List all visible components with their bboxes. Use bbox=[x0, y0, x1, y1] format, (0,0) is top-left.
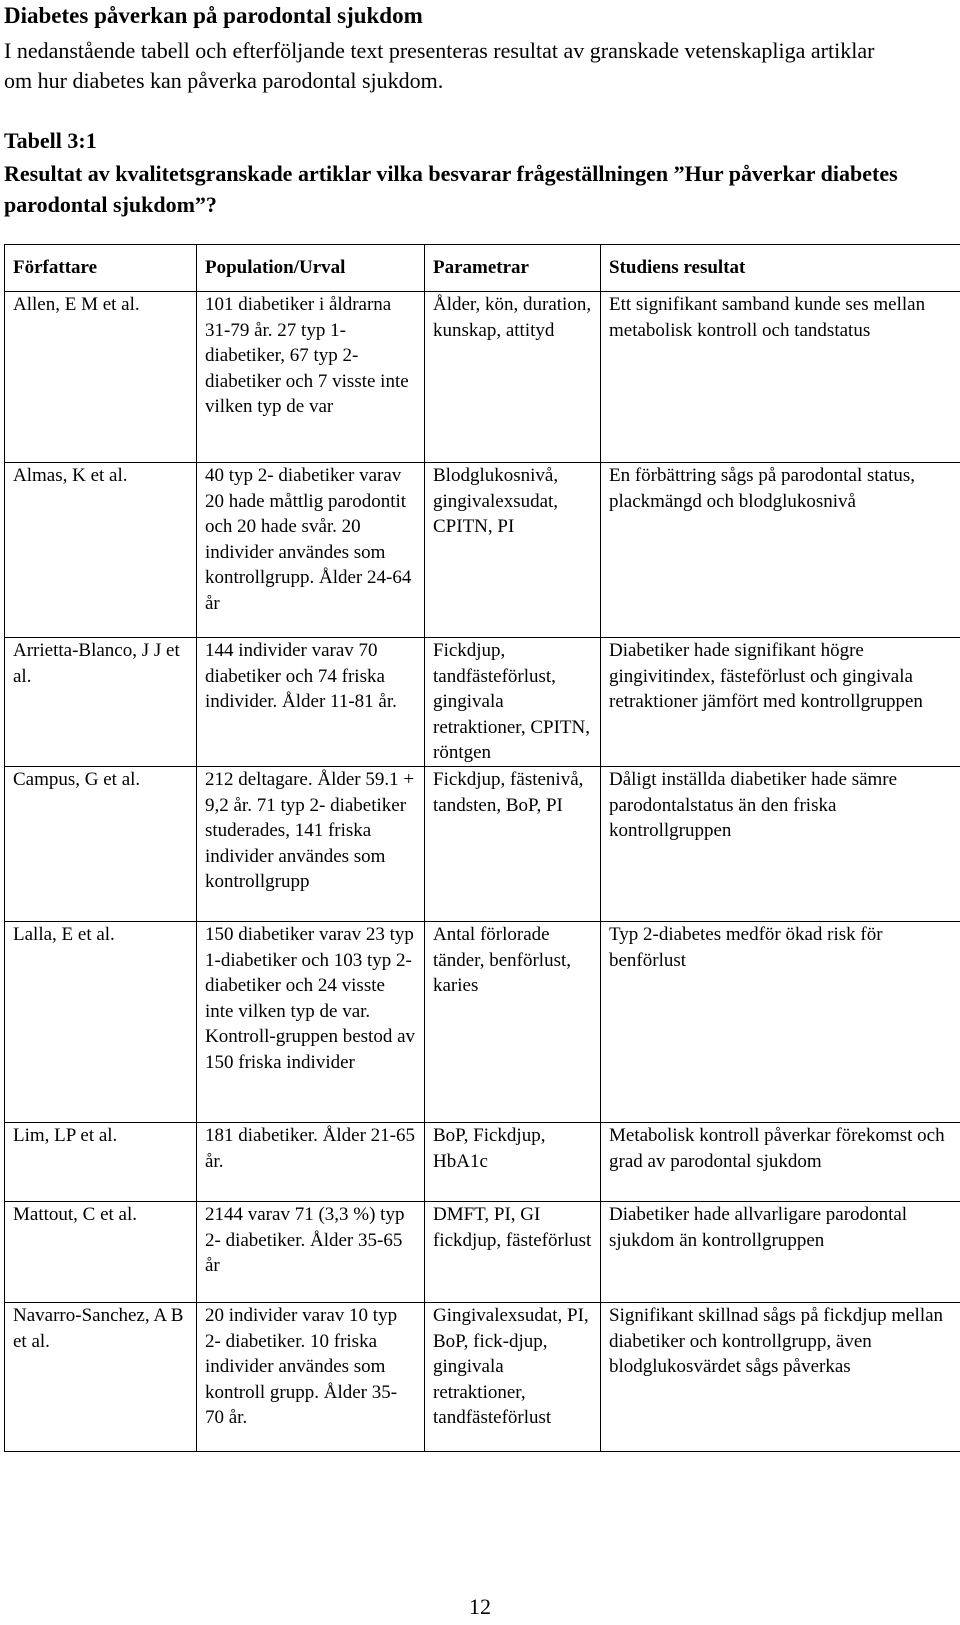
cell-parameters: Gingivalexsudat, PI, BoP, fick-djup, gingivala retraktioner, tandfästeförlust bbox=[425, 1303, 601, 1452]
cell-author: Lim, LP et al. bbox=[5, 1123, 197, 1202]
table-row bbox=[5, 638, 960, 767]
cell-parameters: Fickdjup, fästenivå, tandsten, BoP, PI bbox=[425, 767, 601, 922]
page-number: 12 bbox=[469, 1594, 491, 1619]
table-label: Tabell 3:1 bbox=[4, 128, 97, 153]
cell-population: 2144 varav 71 (3,3 %) typ 2- diabetiker. Ålder 35-65 år bbox=[197, 1202, 425, 1303]
header-parameters: Parametrar bbox=[425, 245, 601, 292]
cell-parameters: Antal förlorade tänder, benförlust, karies bbox=[425, 922, 601, 1123]
cell-result: Metabolisk kontroll påverkar förekomst och grad av parodontal sjukdom bbox=[601, 1123, 960, 1202]
intro-paragraph: I nedanstående tabell och efterföljande text presenteras resultat av granskade vetenskapliga artiklar om hur diabetes kan påverka parodontal sjukdom. bbox=[4, 38, 875, 93]
cell-population: 150 diabetiker varav 23 typ 1-diabetiker och 103 typ 2-diabetiker och 24 visste inte vilken typ de var. Kontroll-gruppen bestod av 150 friska individer bbox=[197, 922, 425, 1123]
table-row bbox=[5, 292, 960, 463]
table-title: Resultat av kvalitetsgranskade artiklar vilka besvarar frågeställningen ”Hur påverkar diabetes parodontal sjukdom”? bbox=[4, 161, 898, 217]
cell-population: 144 individer varav 70 diabetiker och 74 friska individer. Ålder 11-81 år. bbox=[197, 638, 425, 767]
table-row bbox=[5, 1303, 960, 1452]
table-header-row bbox=[5, 245, 960, 292]
header-population: Population/Urval bbox=[197, 245, 425, 292]
cell-author: Arrietta-Blanco, J J et al. bbox=[5, 638, 197, 767]
cell-population: 212 deltagare. Ålder 59.1 + 9,2 år. 71 typ 2- diabetiker studerades, 141 friska individer användes som kontrollgrupp bbox=[197, 767, 425, 922]
header-results: Studiens resultat bbox=[601, 245, 960, 292]
cell-author: Campus, G et al. bbox=[5, 767, 197, 922]
cell-author: Navarro-Sanchez, A B et al. bbox=[5, 1303, 197, 1452]
cell-author: Almas, K et al. bbox=[5, 463, 197, 638]
cell-result: Dåligt inställda diabetiker hade sämre parodontalstatus än den friska kontrollgruppen bbox=[601, 767, 960, 922]
cell-result: En förbättring sågs på parodontal status, plackmängd och blodglukosnivå bbox=[601, 463, 960, 638]
header-author: Författare bbox=[5, 245, 197, 292]
page-heading: Diabetes påverkan på parodontal sjukdom bbox=[4, 3, 423, 28]
table-row bbox=[5, 922, 960, 1123]
cell-result: Typ 2-diabetes medför ökad risk för benförlust bbox=[601, 922, 960, 1123]
cell-population: 40 typ 2- diabetiker varav 20 hade måttlig parodontit och 20 hade svår. 20 individer användes som kontrollgrupp. Ålder 24-64 år bbox=[197, 463, 425, 638]
cell-parameters: Ålder, kön, duration, kunskap, attityd bbox=[425, 292, 601, 463]
results-table bbox=[4, 244, 960, 1452]
cell-result: Ett signifikant samband kunde ses mellan metabolisk kontroll och tandstatus bbox=[601, 292, 960, 463]
cell-author: Lalla, E et al. bbox=[5, 922, 197, 1123]
cell-result: Signifikant skillnad sågs på fickdjup mellan diabetiker och kontrollgrupp, även blodglukosvärdet sågs påverkas bbox=[601, 1303, 960, 1452]
cell-parameters: BoP, Fickdjup, HbA1c bbox=[425, 1123, 601, 1202]
cell-population: 181 diabetiker. Ålder 21-65 år. bbox=[197, 1123, 425, 1202]
cell-parameters: DMFT, PI, GI fickdjup, fästeförlust bbox=[425, 1202, 601, 1303]
cell-parameters: Fickdjup, tandfästeförlust, gingivala retraktioner, CPITN, röntgen bbox=[425, 638, 601, 767]
cell-author: Allen, E M et al. bbox=[5, 292, 197, 463]
cell-parameters: Blodglukosnivå, gingivalexsudat, CPITN, PI bbox=[425, 463, 601, 638]
cell-result: Diabetiker hade signifikant högre gingivitindex, fästeförlust och gingivala retraktioner jämfört med kontrollgruppen bbox=[601, 638, 960, 767]
table-row bbox=[5, 767, 960, 922]
table-row bbox=[5, 1123, 960, 1202]
cell-result: Diabetiker hade allvarligare parodontal sjukdom än kontrollgruppen bbox=[601, 1202, 960, 1303]
table-row bbox=[5, 1202, 960, 1303]
cell-population: 101 diabetiker i åldrarna 31-79 år. 27 typ 1-diabetiker, 67 typ 2-diabetiker och 7 visste inte vilken typ de var bbox=[197, 292, 425, 463]
cell-author: Mattout, C et al. bbox=[5, 1202, 197, 1303]
cell-population: 20 individer varav 10 typ 2- diabetiker. 10 friska individer användes som kontroll grupp. Ålder 35-70 år. bbox=[197, 1303, 425, 1452]
table-row bbox=[5, 463, 960, 638]
